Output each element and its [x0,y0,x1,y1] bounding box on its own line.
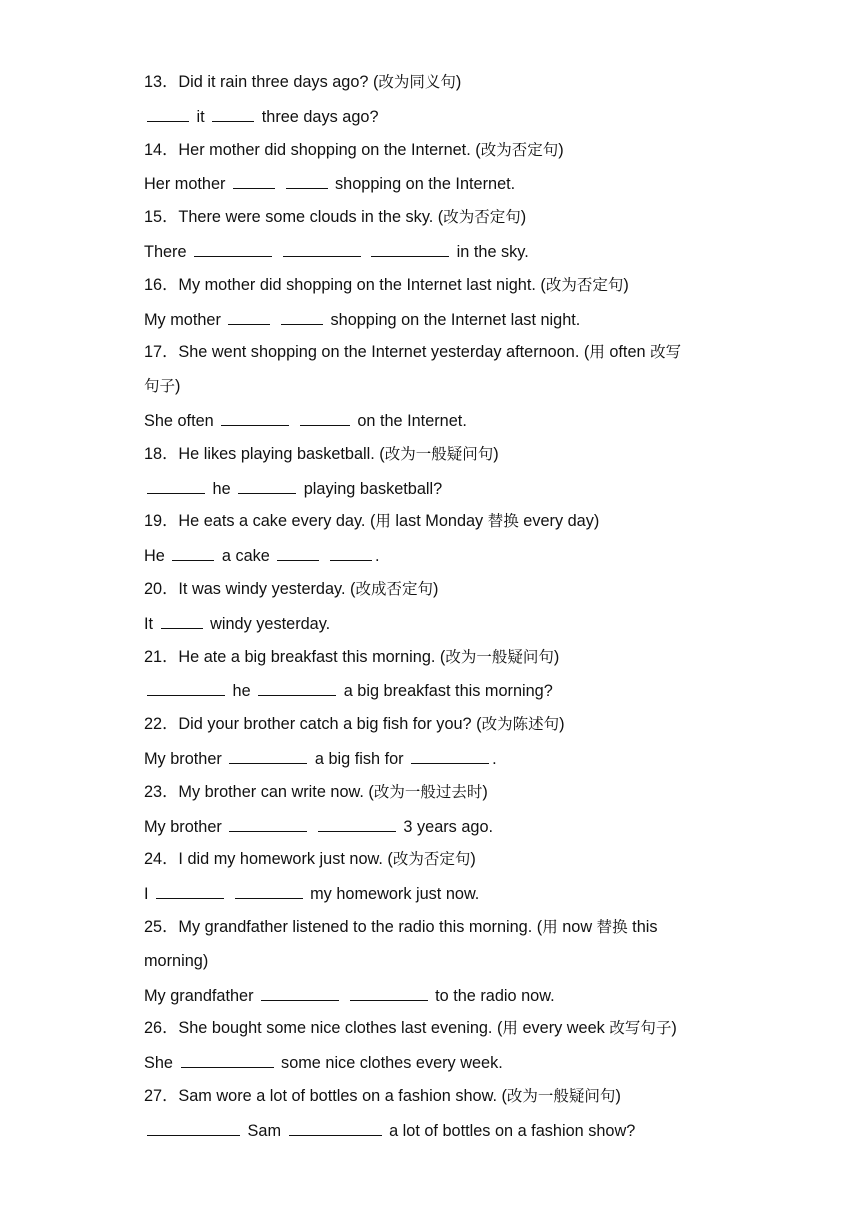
question-text: 13．Did it rain three days ago? ( [144,73,379,91]
paren-close: ) [432,579,439,598]
answer-text: a big breakfast this morning? [343,682,553,701]
answer-26 [144,1051,724,1085]
question-21 [144,646,724,680]
answer-text: a lot of bottles on a fashion show? [389,1121,636,1140]
answer-blank[interactable] [283,240,361,257]
answer-text: Sam [247,1121,282,1140]
paren-close: ) [175,377,181,396]
instruction: 用 [375,512,391,531]
question-text: 27．Sam wore a lot of bottles on a fashion show. ( [144,1086,507,1105]
question-text: 23．My brother can write now. ( [144,782,374,801]
question-15 [144,206,724,240]
paren-close: ) [559,715,565,734]
answer-text: it [196,107,205,126]
instruction: 改为一般过去时 [373,782,483,801]
question-14 [144,139,724,173]
instruction: 改为否定句 [392,850,471,869]
answer-27 [144,1119,724,1153]
answer-blank[interactable] [286,172,328,189]
answer-text: Her mother [144,175,226,194]
question-22 [144,713,724,747]
answer-text: There [144,242,187,261]
question-text: 17．She went shopping on the Internet yesterday afternoon. ( [144,343,590,362]
instruction: 改为陈述句 [481,715,560,734]
instruction: 改为否定句 [545,275,624,294]
question-20 [144,578,724,612]
instruction: 句子 [144,377,176,396]
answer-text: in the sky. [456,242,529,261]
paren-close: ) [455,73,462,91]
instruction: 用 [542,917,558,936]
answer-blank[interactable] [161,612,203,629]
instruction: 改为否定句 [443,208,521,227]
answer-blank[interactable] [221,409,289,426]
answer-blank[interactable] [212,105,254,122]
answer-blank[interactable] [147,1119,240,1136]
question-19 [144,510,724,544]
answer-20 [144,612,724,646]
answer-text: windy yesterday. [210,614,331,633]
answer-blank[interactable] [181,1051,274,1068]
answer-text: My brother [144,817,222,836]
answer-16 [144,308,724,342]
question-text: 25．My grandfather listened to the radio this morning. ( [144,917,543,936]
question-26 [144,1017,724,1051]
question-16 [144,274,724,308]
answer-blank[interactable] [147,679,225,696]
instruction-keyword: last Monday [390,512,488,531]
question-text: 21．He ate a big breakfast this morning. ( [144,647,446,666]
instruction: 改成否定句 [355,579,433,598]
answer-24 [144,882,724,916]
answer-text: some nice clothes every week. [281,1054,503,1073]
question-text: 14．Her mother did shopping on the Internet. ( [144,140,481,159]
answer-21 [144,679,724,713]
instruction-keyword: now [557,917,597,936]
answer-text: 3 years ago. [403,817,494,836]
answer-blank[interactable] [156,882,224,899]
answer-blank[interactable] [258,679,336,696]
answer-text: She [144,1054,173,1073]
question-18 [144,443,724,477]
answer-blank[interactable] [172,544,214,561]
answer-14 [144,172,724,206]
instruction: 改为否定句 [480,140,559,159]
answer-blank[interactable] [318,815,396,832]
answer-19 [144,544,724,578]
exercise-list [144,71,724,1153]
answer-text: playing basketball? [303,479,443,498]
answer-text: my homework just now. [310,885,480,904]
answer-text: He [144,547,165,566]
answer-text: My grandfather [144,986,254,1005]
question-text: 16．My mother did shopping on the Internet last night. ( [144,275,546,294]
question-24 [144,848,724,882]
answer-blank[interactable] [238,477,296,494]
instruction-keyword: every week [517,1019,610,1038]
answer-blank[interactable] [350,984,428,1001]
paren-close: ) [482,782,488,801]
answer-blank[interactable] [235,882,303,899]
answer-blank[interactable] [233,172,275,189]
question-23 [144,781,724,815]
instruction: 用 [589,343,605,362]
answer-blank[interactable] [300,409,350,426]
answer-text: . [374,547,380,566]
paren-close: ) [558,140,564,159]
question-text: 26．She bought some nice clothes last evening. ( [144,1019,503,1038]
answer-17 [144,409,724,443]
paren-close: ) [615,1086,621,1105]
paren-close: ) [671,1019,677,1038]
answer-text: a big fish for [314,749,404,768]
paren-close: ) [520,208,527,227]
answer-blank[interactable] [281,308,323,325]
paren-close: ) [493,444,499,463]
answer-text: It [144,614,154,633]
answer-13 [144,105,724,139]
answer-blank[interactable] [411,747,489,764]
answer-blank[interactable] [330,544,372,561]
instruction: 替换 [596,917,628,936]
answer-text: to the radio now. [435,986,555,1005]
instruction: 改为同义句 [378,73,456,91]
question-text: 19．He eats a cake every day. ( [144,512,376,531]
answer-23 [144,815,724,849]
question-text: 18．He likes playing basketball. ( [144,444,385,463]
paren-close: ) [623,275,629,294]
question-25 [144,916,724,950]
answer-text: My brother [144,749,222,768]
answer-text: a cake [221,547,270,566]
instruction-keyword: every day) [518,512,600,531]
answer-22 [144,747,724,781]
instruction: 改写句子 [609,1019,672,1038]
answer-blank[interactable] [228,308,270,325]
instruction-keyword: morning) [144,951,209,970]
answer-text: . [492,749,497,768]
instruction-keyword: this [627,917,658,936]
answer-18 [144,477,724,511]
instruction: 改为一般疑问句 [445,647,554,666]
question-13 [144,71,724,105]
answer-blank[interactable] [147,477,205,494]
answer-text: three days ago? [261,107,379,126]
instruction-keyword: often [604,343,651,362]
answer-blank[interactable] [194,240,272,257]
question-25-cont [144,950,724,984]
instruction: 改为一般疑问句 [506,1086,616,1105]
answer-blank[interactable] [277,544,319,561]
answer-blank[interactable] [289,1119,382,1136]
paren-close: ) [470,850,476,869]
question-17-cont [144,375,724,409]
paren-close: ) [553,647,560,666]
answer-text: She often [144,411,214,430]
answer-text: I [144,885,149,904]
answer-25 [144,984,724,1018]
answer-blank[interactable] [229,747,307,764]
answer-text: he [212,479,231,498]
instruction: 用 [502,1019,518,1038]
answer-text: on the Internet. [357,411,467,430]
answer-text: he [232,682,251,701]
instruction: 改写 [650,343,682,362]
question-text: 20．It was windy yesterday. ( [144,579,356,598]
answer-text: shopping on the Internet. [335,175,516,194]
instruction: 替换 [487,512,519,531]
question-text: 24．I did my homework just now. ( [144,850,393,869]
instruction: 改为一般疑问句 [384,444,494,463]
answer-15 [144,240,724,274]
answer-text: shopping on the Internet last night. [330,310,581,329]
question-27 [144,1085,724,1119]
question-17 [144,341,724,375]
answer-blank[interactable] [229,815,307,832]
answer-blank[interactable] [147,105,189,122]
question-text: 15．There were some clouds in the sky. ( [144,208,444,227]
question-text: 22．Did your brother catch a big fish for you? ( [144,715,482,734]
answer-text: My mother [144,310,221,329]
answer-blank[interactable] [261,984,339,1001]
answer-blank[interactable] [371,240,449,257]
